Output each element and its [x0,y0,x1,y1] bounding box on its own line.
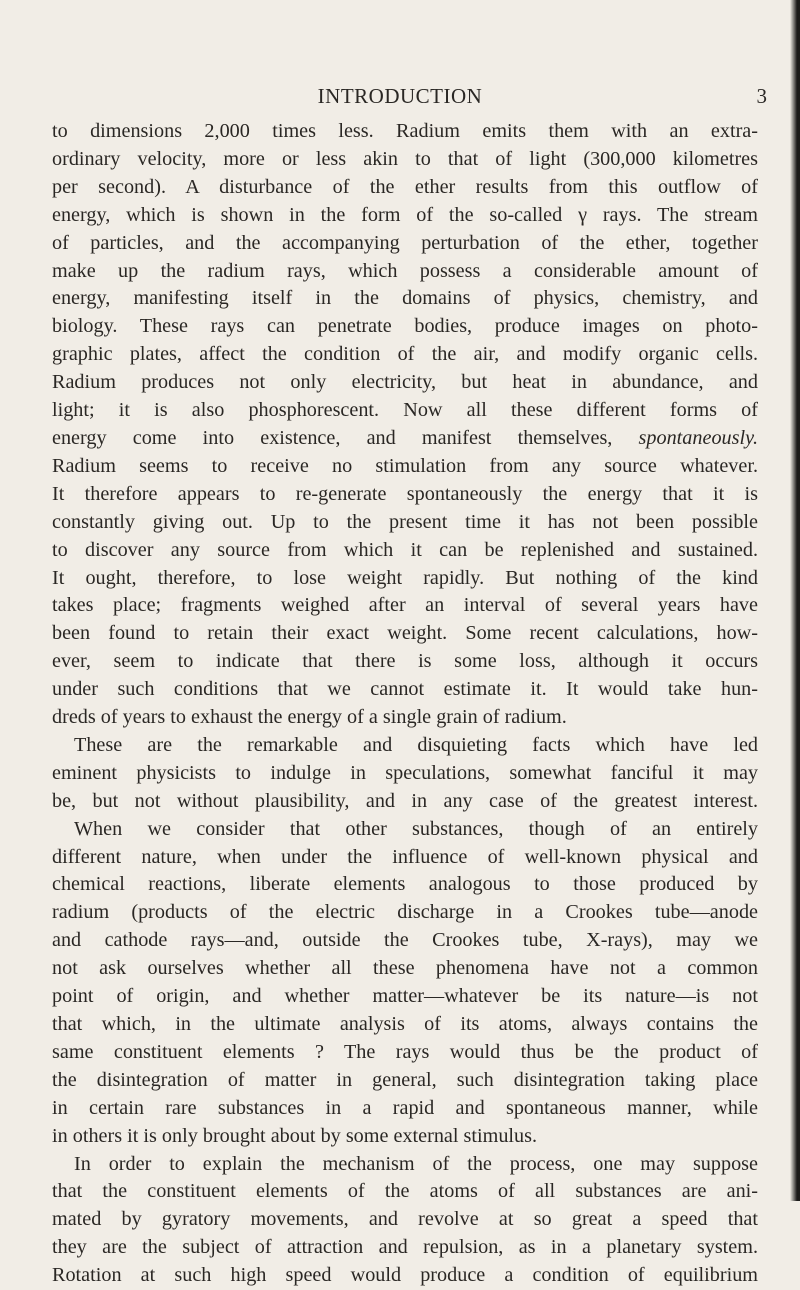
text-line [52,481,758,509]
text-line [52,1262,758,1290]
text-line-content: be, but not without plausibility, and in any case of the greatest interest. [52,789,758,812]
text-line-content: and cathode rays—and, outside the Crookes tube, X-rays), may we [52,929,758,952]
text-line-content: mated by gyratory movements, and revolve at so great a speed that [52,1208,758,1231]
text-line [52,509,758,537]
text-line-content: ordinary velocity, more or less akin to that of light (300,000 kilometres [52,147,758,170]
text-line-content: the disintegration of matter in general, such disintegration taking place [52,1068,758,1091]
text-line [52,1151,758,1179]
text-line [52,955,758,983]
text-line-content: energy, which is shown in the form of the so-called γ rays. The stream [52,203,758,226]
text-line-content: radium (products of the electric discharge in a Crookes tube—anode [52,901,758,924]
text-line [52,899,758,927]
text-line-content: energy come into existence, and manifest themselves, [52,426,613,449]
text-line-content: in others it is only brought about by some external stimulus. [52,1124,538,1147]
text-line [52,1011,758,1039]
text-line [52,788,758,816]
text-line [52,1234,758,1262]
text-line-content: been found to retain their exact weight. Some recent calculations, how- [52,622,758,645]
text-line [52,453,758,481]
text-line-content: per second). A disturbance of the ether results from this outflow of [52,175,758,198]
text-line-content: not ask ourselves whether all these phenomena have not a common [52,957,758,980]
text-line-content: light; it is also phosphorescent. Now all these different forms of [52,399,758,422]
text-line [52,1067,758,1095]
text-line [52,258,758,286]
text-line [52,983,758,1011]
text-line [52,537,758,565]
text-line-content: biology. These rays can penetrate bodies, produce images on photo- [52,315,758,338]
text-line-content: under such conditions that we cannot estimate it. It would take hun- [52,678,758,701]
text-line [52,118,758,146]
text-line-content: Rotation at such high speed would produce a condition of equilibrium [52,1264,758,1287]
text-line-content: same constituent elements ? The rays would thus be the product of [52,1040,758,1063]
text-line [52,174,758,202]
text-line-content: of particles, and the accompanying perturbation of the ether, together [52,231,758,254]
running-title: INTRODUCTION [317,84,483,108]
text-line-content: When we consider that other substances, though of an entirely [74,817,758,840]
text-line-content: Radium seems to receive no stimulation from any source whatever. [52,454,758,477]
text-line-content: eminent physicists to indulge in speculations, somewhat fanciful it may [52,761,758,784]
text-line-content: graphic plates, affect the condition of the air, and modify organic cells. [52,343,758,366]
text-line [52,1095,758,1123]
text-line [52,620,758,648]
text-line-content: different nature, when under the influence of well-known physical and [52,845,758,868]
text-line-content: they are the subject of attraction and repulsion, as in a planetary system. [52,1236,758,1259]
text-line-content: in certain rare substances in a rapid and spontaneous manner, while [52,1096,758,1119]
text-line [52,425,758,453]
page-header [0,81,800,111]
text-line [52,1206,758,1234]
text-line [52,676,758,704]
text-line-content: These are the remarkable and disquieting facts which have led [74,733,758,756]
text-line [52,732,758,760]
text-line [52,704,758,732]
text-line-content: to dimensions 2,000 times less. Radium emits them with an extra- [52,120,758,142]
text-line [52,1039,758,1067]
text-line-content: ever, seem to indicate that there is some loss, although it occurs [52,650,758,673]
body-text [52,118,758,1290]
text-line [52,146,758,174]
text-line-content: to discover any source from which it can be replenished and sustained. [52,538,758,561]
text-line-content: dreds of years to exhaust the energy of a single grain of radium. [52,706,567,729]
text-line [52,592,758,620]
text-line-content: constantly giving out. Up to the present time it has not been possible [52,510,758,533]
text-line-content: chemical reactions, liberate elements analogous to those produced by [52,873,758,896]
text-line [52,648,758,676]
page-edge-shadow [790,0,800,1201]
text-line [52,927,758,955]
text-line-content: In order to explain the mechanism of the process, one may suppose [74,1152,758,1175]
text-line [52,871,758,899]
page-number: 3 [756,84,767,108]
text-line [52,230,758,258]
text-line [52,1123,758,1151]
text-line-content: energy, manifesting itself in the domains of physics, chemistry, and [52,287,758,310]
text-line-content: make up the radium rays, which possess a considerable amount of [52,259,758,282]
text-line-content: It ought, therefore, to lose weight rapidly. But nothing of the kind [52,566,758,589]
text-line-content: Radium produces not only electricity, but heat in abundance, and [52,371,758,394]
text-line [52,341,758,369]
text-line-content: that which, in the ultimate analysis of its atoms, always contains the [52,1013,758,1035]
text-line [52,760,758,788]
text-line [52,565,758,593]
text-line [52,285,758,313]
text-line-content: that the constituent elements of the atoms of all substances are ani- [52,1180,758,1203]
text-line-content: point of origin, and whether matter—whatever be its nature—is not [52,985,758,1008]
text-line-content: takes place; fragments weighed after an interval of several years have [52,594,758,617]
text-line [52,397,758,425]
text-line-content: It therefore appears to re-generate spontaneously the energy that it is [52,482,758,505]
text-line [52,816,758,844]
emphasized-word: spontaneously. [638,426,758,449]
text-line [52,202,758,230]
text-line [52,369,758,397]
text-line [52,844,758,872]
text-line [52,1178,758,1206]
text-line [52,313,758,341]
